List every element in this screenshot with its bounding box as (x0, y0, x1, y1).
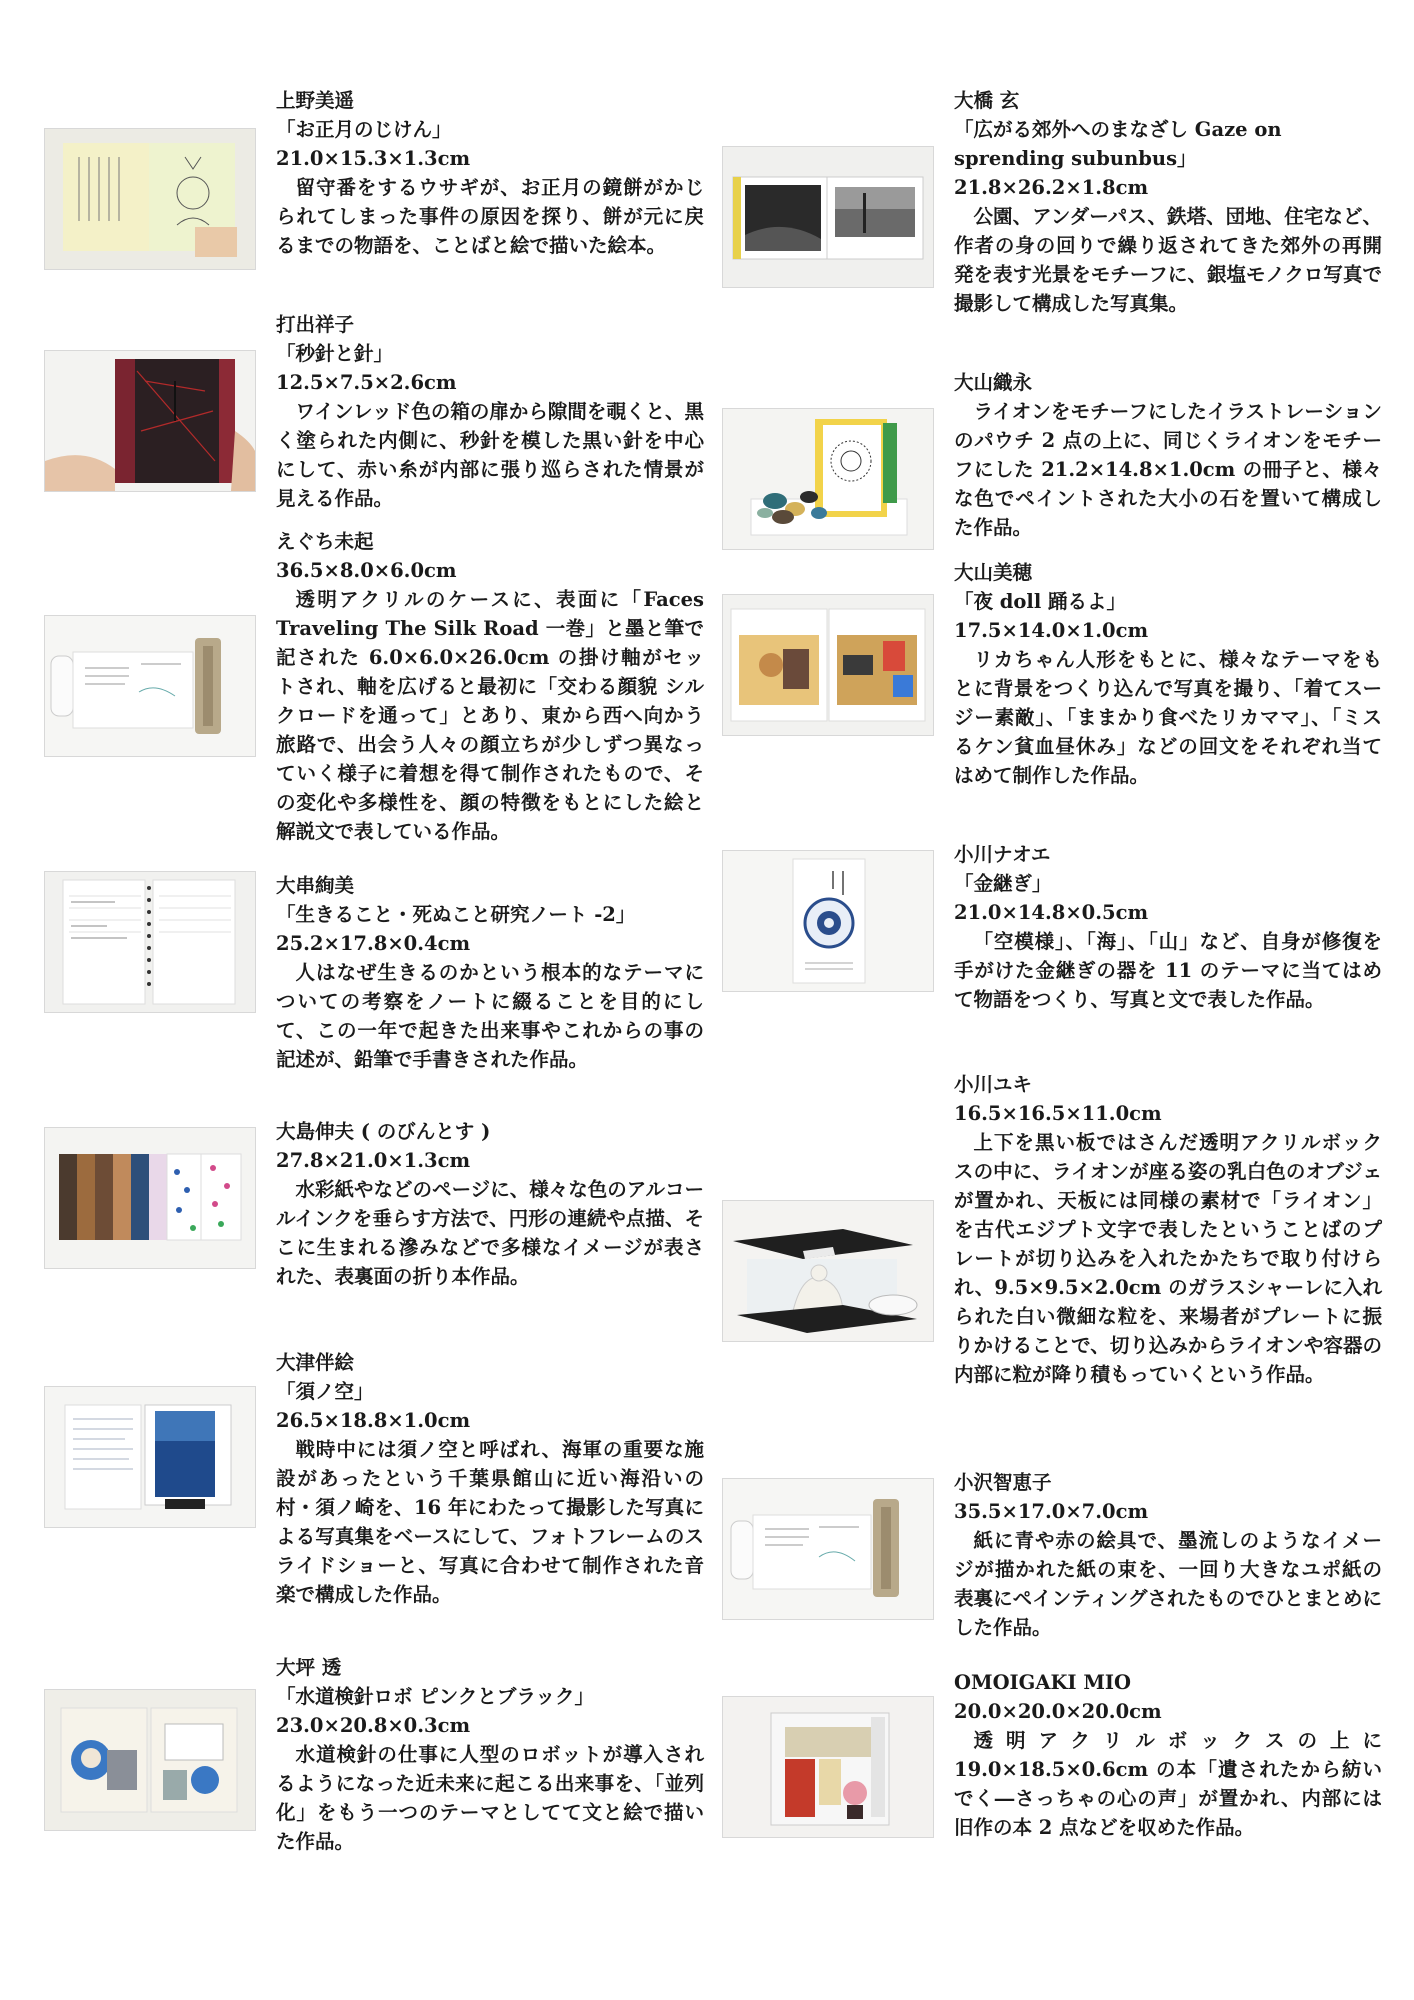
artist-name: えぐち未起 (276, 530, 374, 553)
entry-text (954, 1070, 1382, 1389)
work-size: 20.0×20.0×20.0cm (954, 1700, 1162, 1723)
entry-ogushi (44, 871, 704, 1117)
entry-text (954, 86, 1382, 318)
entry-photo (722, 850, 934, 992)
artist-name: 大島伸夫 ( のびんとす ) (276, 1120, 491, 1143)
work-description: 人はなぜ生きるのかという根本的なテーマについての考察をノートに綴ることを目的にして、この一年で起きた出来事やこれからの事の記述が、鉛筆で手書きされた作品。 (276, 961, 704, 1071)
entry-text (954, 368, 1382, 542)
work-title: 「生きること・死ぬこと研究ノート -2」 (276, 903, 636, 926)
entry-text (954, 558, 1382, 790)
work-description: 水道検針の仕事に人型のロボットが導入されるようになった近未来に起こる出来事を、「並列化」をもう一つのテーマとしてて文と絵で描いた作品。 (276, 1743, 704, 1853)
work-description: ワインレッド色の箱の扉から隙間を覗くと、黒く塗られた内側に、秒針を模した黒い針を中心にして、赤い糸が内部に張り巡らされた情景が見える作品。 (276, 400, 704, 510)
work-size: 21.8×26.2×1.8cm (954, 176, 1149, 199)
right-column (722, 86, 1382, 1868)
entry-text (954, 840, 1382, 1014)
left-column (44, 86, 704, 1853)
entry-text (276, 310, 704, 513)
entry-photo (722, 594, 934, 736)
entry-photo (722, 1200, 934, 1342)
work-size: 21.0×14.8×0.5cm (954, 901, 1149, 924)
entry-text (276, 1653, 704, 1856)
artist-name: 打出祥子 (276, 313, 355, 336)
entry-photo (44, 1689, 256, 1831)
artist-name: 大橋 玄 (954, 89, 1020, 112)
entry-otsu (44, 1348, 704, 1653)
artist-name: 小川ナオエ (954, 843, 1051, 866)
work-size: 17.5×14.0×1.0cm (954, 619, 1149, 642)
entry-oyama-miho (722, 558, 1382, 840)
entry-ozawa (722, 1468, 1382, 1668)
entry-otsubo (44, 1653, 704, 1853)
entry-text (276, 86, 704, 260)
work-title: 「広がる郊外へのまなざし Gaze on sprending subunbus」 (954, 118, 1282, 170)
entry-eguchi (44, 527, 704, 871)
entry-text (276, 1348, 704, 1609)
entry-text (954, 1468, 1382, 1642)
work-size: 16.5×16.5×11.0cm (954, 1102, 1162, 1125)
entry-ogawa-naoe (722, 840, 1382, 1070)
work-size: 23.0×20.8×0.3cm (276, 1714, 471, 1737)
work-title: 「金継ぎ」 (954, 872, 1052, 895)
artist-name: 大山織永 (954, 371, 1033, 394)
entry-ohashi (722, 86, 1382, 368)
work-size: 36.5×8.0×6.0cm (276, 559, 457, 582)
entry-omoigaki (722, 1668, 1382, 1868)
entry-photo (44, 1127, 256, 1269)
work-description: 透明アクリルボックスの上に 19.0×18.5×0.6cm の本「遺されたから紡いでく―さっちゃの心の声」が置かれ、内部には旧作の本 2 点などを収めた作品。 (954, 1729, 1382, 1839)
entry-photo (44, 615, 256, 757)
entry-text (276, 871, 704, 1074)
work-size: 26.5×18.8×1.0cm (276, 1409, 471, 1432)
entry-ogawa-yuki (722, 1070, 1382, 1468)
work-description: 留守番をするウサギが、お正月の鏡餅がかじられてしまった事件の原因を探り、餅が元に戻るまでの物語を、ことばと絵で描いた絵本。 (276, 176, 704, 257)
artist-name: 大坪 透 (276, 1656, 342, 1679)
entry-photo (722, 1696, 934, 1838)
entry-ueno (44, 86, 704, 310)
artist-name: 小川ユキ (954, 1073, 1033, 1096)
work-description: 公園、アンダーパス、鉄塔、団地、住宅など、作者の身の回りで繰り返されてきた郊外の再開発を表す光景をモチーフに、銀塩モノクロ写真で撮影して構成した写真集。 (954, 205, 1382, 315)
work-description: ライオンをモチーフにしたイラストレーションのパウチ 2 点の上に、同じくライオンをモチーフにした 21.2×14.8×1.0cm の冊子と、様々な色でペイントされた大小の石を置いて構成した作品。 (954, 400, 1382, 539)
entry-photo (44, 128, 256, 270)
entry-photo (44, 871, 256, 1013)
work-description: 「空模様」、「海」、「山」など、自身が修復を手がけた金継ぎの器を 11 のテーマに当てはめて物語をつくり、写真と文で表した作品。 (954, 930, 1382, 1011)
artist-name: 大山美穂 (954, 561, 1033, 584)
entry-uchide (44, 310, 704, 527)
work-title: 「夜 doll 踊るよ」 (954, 590, 1127, 613)
artist-name: 小沢智恵子 (954, 1471, 1052, 1494)
work-size: 12.5×7.5×2.6cm (276, 371, 457, 394)
entry-oyama-orie (722, 368, 1382, 558)
work-title: 「秒針と針」 (276, 342, 394, 365)
work-size: 21.0×15.3×1.3cm (276, 147, 471, 170)
entry-photo (722, 146, 934, 288)
work-description: 戦時中には須ノ空と呼ばれ、海軍の重要な施設があったという千葉県館山に近い海沿いの村・須ノ崎を、16 年にわたって撮影した写真による写真集をベースにして、フォトフレームのスライドショーと、写真に合わせて制作された音楽で構成した作品。 (276, 1438, 704, 1606)
entry-text (954, 1668, 1382, 1842)
artist-name: 上野美遥 (276, 89, 355, 112)
entry-photo (44, 350, 256, 492)
work-description: 水彩紙やなどのページに、様々な色のアルコールインクを垂らす方法で、円形の連続や点描、そこに生まれる滲みなどで多様なイメージが表された、表裏面の折り本作品。 (276, 1178, 704, 1288)
work-description: リカちゃん人形をもとに、様々なテーマをもとに背景をつくり込んで写真を撮り、「着てスージー素敵」、「ままかり食べたリカママ」、「ミスるケン貧血昼休み」などの回文をそれぞれ当てはめて制作した作品。 (954, 648, 1382, 787)
work-size: 35.5×17.0×7.0cm (954, 1500, 1149, 1523)
work-size: 25.2×17.8×0.4cm (276, 932, 471, 955)
work-title: 「須ノ空」 (276, 1380, 374, 1403)
entry-oshima (44, 1117, 704, 1348)
entry-text (276, 527, 704, 846)
entry-text (276, 1117, 704, 1291)
work-title: 「お正月のじけん」 (276, 118, 452, 141)
work-title: 「水道検針ロボ ピンクとブラック」 (276, 1685, 595, 1708)
entry-photo (722, 1478, 934, 1620)
work-description: 透明アクリルのケースに、表面に「Faces Traveling The Silk Road 一巻」と墨と筆で記された 6.0×6.0×26.0cm の掛け軸がセットされ、軸を広げると最初に「交わる顔貌 シルクロードを通って」とあり、東から西へ向かう旅路で、出会う人々の顔立ちが少しずつ異なっていく様子に着想を得て制作されたもので、その変化や多様性を、顔の特徴をもとにした絵と解説文で表している作品。 (276, 588, 704, 843)
artist-name: 大津伴絵 (276, 1351, 355, 1374)
entry-photo (722, 408, 934, 550)
entry-photo (44, 1386, 256, 1528)
work-description: 紙に青や赤の絵具で、墨流しのようなイメージが描かれた紙の束を、一回り大きなユポ紙の表裏にペインティングされたものでひとまとめにした作品。 (954, 1529, 1382, 1639)
work-description: 上下を黒い板ではさんだ透明アクリルボックスの中に、ライオンが座る姿の乳白色のオブジェが置かれ、天板には同様の素材で「ライオン」を古代エジプト文字で表したということばのプレートが切り込みを入れたかたちで取り付けられ、9.5×9.5×2.0cm のガラスシャーレに入れられた白い微細な粒を、来場者がプレートに振りかけることで、切り込みからライオンや容器の内部に粒が降り積もっていくという作品。 (954, 1131, 1382, 1386)
artist-name: OMOIGAKI MIO (954, 1671, 1132, 1694)
artist-name: 大串絢美 (276, 874, 355, 897)
work-size: 27.8×21.0×1.3cm (276, 1149, 471, 1172)
